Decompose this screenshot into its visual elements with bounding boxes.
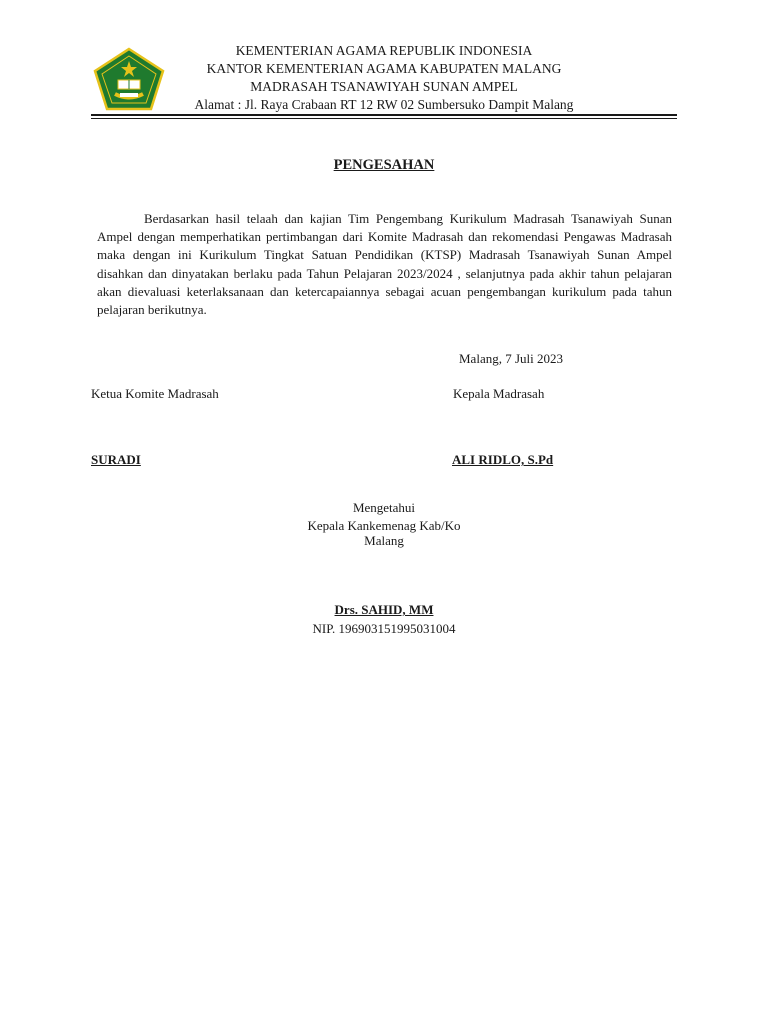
left-signatory-role: Ketua Komite Madrasah [91, 386, 219, 401]
letterhead-divider-thin [91, 118, 677, 119]
letterhead-address: Alamat : Jl. Raya Crabaan RT 12 RW 02 Sumbersuko Dampit Malang [194, 97, 574, 112]
letterhead-school: MADRASAH TSANAWIYAH SUNAN AMPEL [250, 79, 518, 94]
place-date: Malang, 7 Juli 2023 [459, 351, 563, 366]
acknowledge-role-city: Malang [364, 533, 404, 548]
right-signatory-role: Kepala Madrasah [453, 386, 545, 401]
right-signatory-name: ALI RIDLO, S.Pd [452, 452, 554, 467]
left-signatory-name: SURADI [91, 452, 141, 467]
acknowledge-label: Mengetahui [352, 500, 416, 515]
page-title: PENGESAHAN [333, 157, 435, 173]
letterhead-divider-thick [91, 114, 677, 116]
acknowledge-name: Drs. SAHID, MM [334, 602, 434, 617]
acknowledge-nip: NIP. 196903151995031004 [312, 621, 456, 636]
acknowledge-role: Kepala Kankemenag Kab/Ko [307, 518, 461, 533]
letterhead-ministry: KEMENTERIAN AGAMA REPUBLIK INDONESIA [235, 43, 533, 58]
letterhead-office: KANTOR KEMENTERIAN AGAMA KABUPATEN MALANG [206, 61, 562, 76]
body-paragraph: Berdasarkan hasil telaah dan kajian Tim Pengembang Kurikulum Madrasah Tsanawiyah Sunan Ampel dengan memperhatikan pertimbangan dari Komite Madrasah dan rekomendasi Pengawas Madrasah maka dengan ini Kurikulum Tingkat Satuan Pendidikan (KTSP) Madrasah Tsanawiyah Sunan Ampel disahkan dan dinyatakan berlaku pada Tahun Pelajaran 2023/2024 , selanjutnya pada akhir tahun pelajaran akan dievaluasi keterlaksanaan dan ketercapaiannya sebagai acuan pengembangan kurikulum pada tahun pelajaran berikutnya. [97, 211, 672, 318]
